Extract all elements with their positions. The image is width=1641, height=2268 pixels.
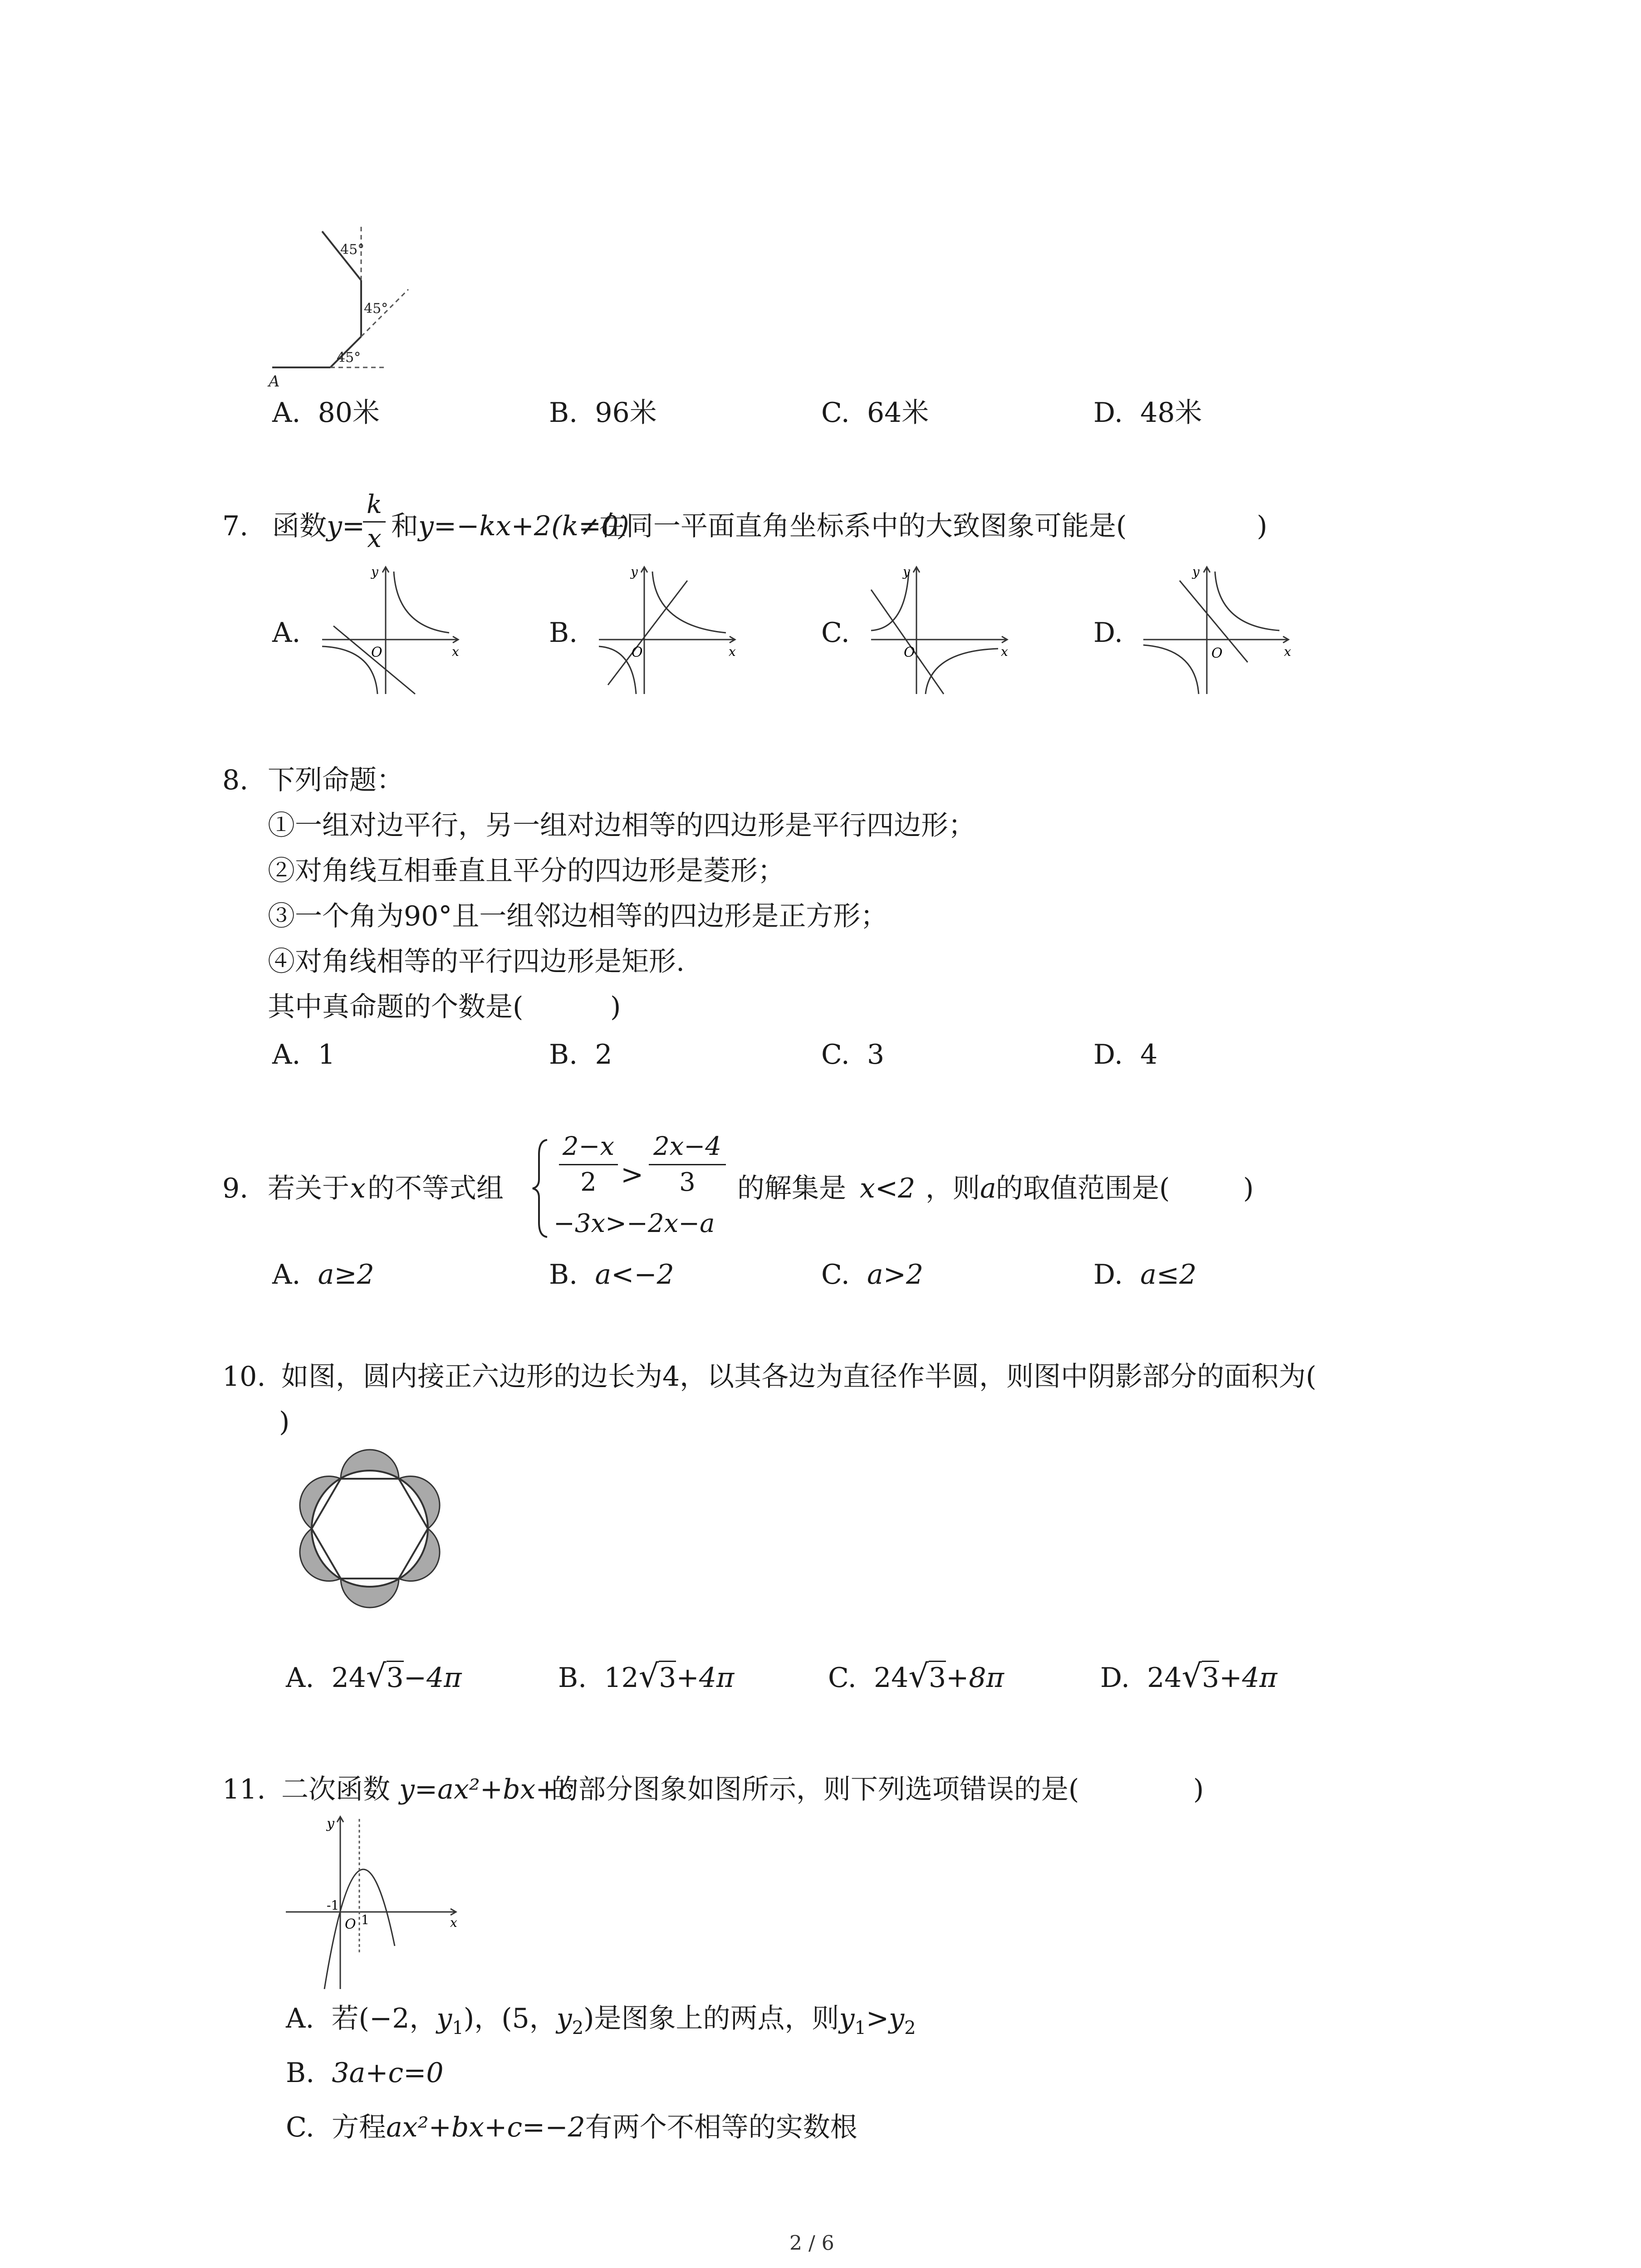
q7-option-a-letter: A.: [272, 617, 301, 649]
q7-graph-a-o: O: [371, 645, 382, 660]
q7-y-eq: y=: [327, 510, 365, 542]
q9-text-d: ，则: [926, 1173, 980, 1204]
q7-graph-b: [590, 562, 744, 699]
q6-figure: [263, 218, 417, 395]
q8-item-1: ①一组对边平行，另一组对边相等的四边形是平行四边形；: [268, 810, 975, 841]
q9-ineq1-right-frac: 2x−4 3: [649, 1134, 726, 1195]
q7-graph-a-x: x: [452, 644, 459, 659]
q11-graph: [281, 1810, 463, 1991]
q11-option-b: B. 3a+c=0: [286, 2057, 444, 2089]
q7-number: 7.: [222, 510, 249, 542]
q7-graph-a-y: y: [371, 564, 378, 579]
q6-angle-label-1: 45°: [337, 350, 361, 366]
q7-graph-a: [313, 562, 467, 699]
q8-stem: 下列命题：: [268, 764, 404, 796]
q11-text-b: 的部分图象如图所示，则下列选项错误的是(: [551, 1774, 1079, 1805]
q9-option-b: B. a<−2: [549, 1259, 674, 1290]
q6-option-d: D. 48米: [1093, 397, 1202, 429]
q10-option-c: C. 24√3+8π: [828, 1657, 1004, 1695]
q11-graph-x: x: [450, 1915, 457, 1930]
q8-option-a: A. 1: [272, 1039, 335, 1070]
q11-option-c: C. 方程ax²+bx+c=−2有两个不相等的实数根: [286, 2112, 857, 2143]
q10-figure: [279, 1442, 470, 1633]
q7-graph-c-y: y: [903, 564, 910, 579]
q11-graph-o: O: [345, 1916, 356, 1932]
q9-ineq1-op: >: [621, 1159, 644, 1191]
q9-var-x: x: [350, 1173, 366, 1204]
q6-option-a: A. 80米: [272, 397, 380, 429]
q7-graph-d-x: x: [1284, 644, 1291, 659]
q10-option-d: D. 24√3+4π: [1100, 1657, 1278, 1695]
q9-close: ): [1243, 1173, 1254, 1204]
q9-text-c: 的解集是: [737, 1173, 846, 1204]
q10-option-a: A. 24√3−4π: [286, 1657, 462, 1695]
q9-text-b: 的不等式组: [367, 1173, 504, 1204]
q9-number: 9.: [222, 1173, 249, 1204]
q9-ineq2: −3x>−2x−a: [554, 1209, 715, 1238]
q7-graph-d: [1134, 562, 1298, 699]
q7-expr: y=−kx+2(k≠0): [418, 510, 629, 542]
page-number: 2 / 6: [789, 2232, 834, 2255]
q10-text: 如图，圆内接正六边形的边长为4，以其各边为直径作半圆，则图中阴影部分的面积为(: [281, 1361, 1317, 1393]
q7-graph-d-y: y: [1192, 564, 1200, 579]
q9-cond: x<2: [860, 1173, 916, 1204]
q9-ineq1-left-frac: 2−x 2: [559, 1134, 618, 1195]
q7-graph-d-o: O: [1211, 645, 1223, 661]
q7-option-b-letter: B.: [549, 617, 578, 649]
q11-graph-y: y: [327, 1816, 334, 1832]
q10-option-b: B. 12√3+4π: [558, 1657, 735, 1695]
q9-text-e: 的取值范围是(: [996, 1173, 1170, 1204]
q7-text-b: 和: [391, 510, 418, 542]
q11-func: y=ax²+bx+c: [399, 1774, 574, 1805]
q7-graph-b-x: x: [729, 644, 736, 659]
q10-number: 10.: [222, 1361, 266, 1393]
q8-item-2: ②对角线互相垂直且平分的四边形是菱形；: [268, 855, 785, 887]
q7-close: ): [1257, 510, 1268, 542]
q8-question: 其中真命题的个数是(: [268, 991, 524, 1023]
q8-item-4: ④对角线相等的平行四边形是矩形.: [268, 946, 685, 978]
q8-close: ): [610, 991, 621, 1023]
q7-option-c-letter: C.: [821, 617, 850, 649]
q9-brace: [530, 1136, 553, 1241]
q7-graph-c: [862, 562, 1016, 699]
q7-graph-b-y: y: [631, 564, 638, 579]
q7-text-c: 在同一平面直角坐标系中的大致图象可能是(: [599, 510, 1127, 542]
q7-graph-c-x: x: [1001, 644, 1008, 659]
q8-option-d: D. 4: [1093, 1039, 1158, 1070]
q11-graph-neg1: -1: [327, 1898, 339, 1913]
q6-option-b: B. 96米: [549, 397, 657, 429]
q8-item-3: ③一个角为90°且一组邻边相等的四边形是正方形；: [268, 900, 888, 932]
q11-graph-one: 1: [361, 1912, 369, 1927]
q11-number: 11.: [222, 1774, 266, 1805]
q8-option-c: C. 3: [821, 1039, 885, 1070]
q8-number: 8.: [222, 764, 249, 796]
q6-option-c: C. 64米: [821, 397, 929, 429]
q7-text-a: 函数: [272, 510, 327, 542]
q9-var-a: a: [980, 1173, 996, 1204]
q11-option-a: A. 若(−2，$y_1$)，(5，$y_2$)是图象上的两点，则$y_1>y_2$: [286, 2003, 916, 2038]
q9-text-a: 若关于: [268, 1173, 349, 1204]
q9-option-d: D. a≤2: [1093, 1259, 1197, 1290]
q7-fraction: k x: [363, 492, 386, 552]
q11-text-a: 二次函数: [281, 1774, 390, 1805]
q7-option-d-letter: D.: [1093, 617, 1123, 649]
q6-angle-label-3: 45°: [340, 242, 365, 258]
q8-option-b: B. 2: [549, 1039, 612, 1070]
q10-close: ): [279, 1406, 290, 1438]
q9-option-a: A. a≥2: [272, 1259, 374, 1290]
q11-close: ): [1193, 1774, 1204, 1805]
q7-graph-b-o: O: [632, 645, 643, 660]
q9-option-c: C. a>2: [821, 1259, 924, 1290]
q6-point-a: A: [269, 372, 280, 391]
q6-angle-label-2: 45°: [364, 301, 388, 317]
q7-graph-c-o: O: [904, 645, 915, 660]
